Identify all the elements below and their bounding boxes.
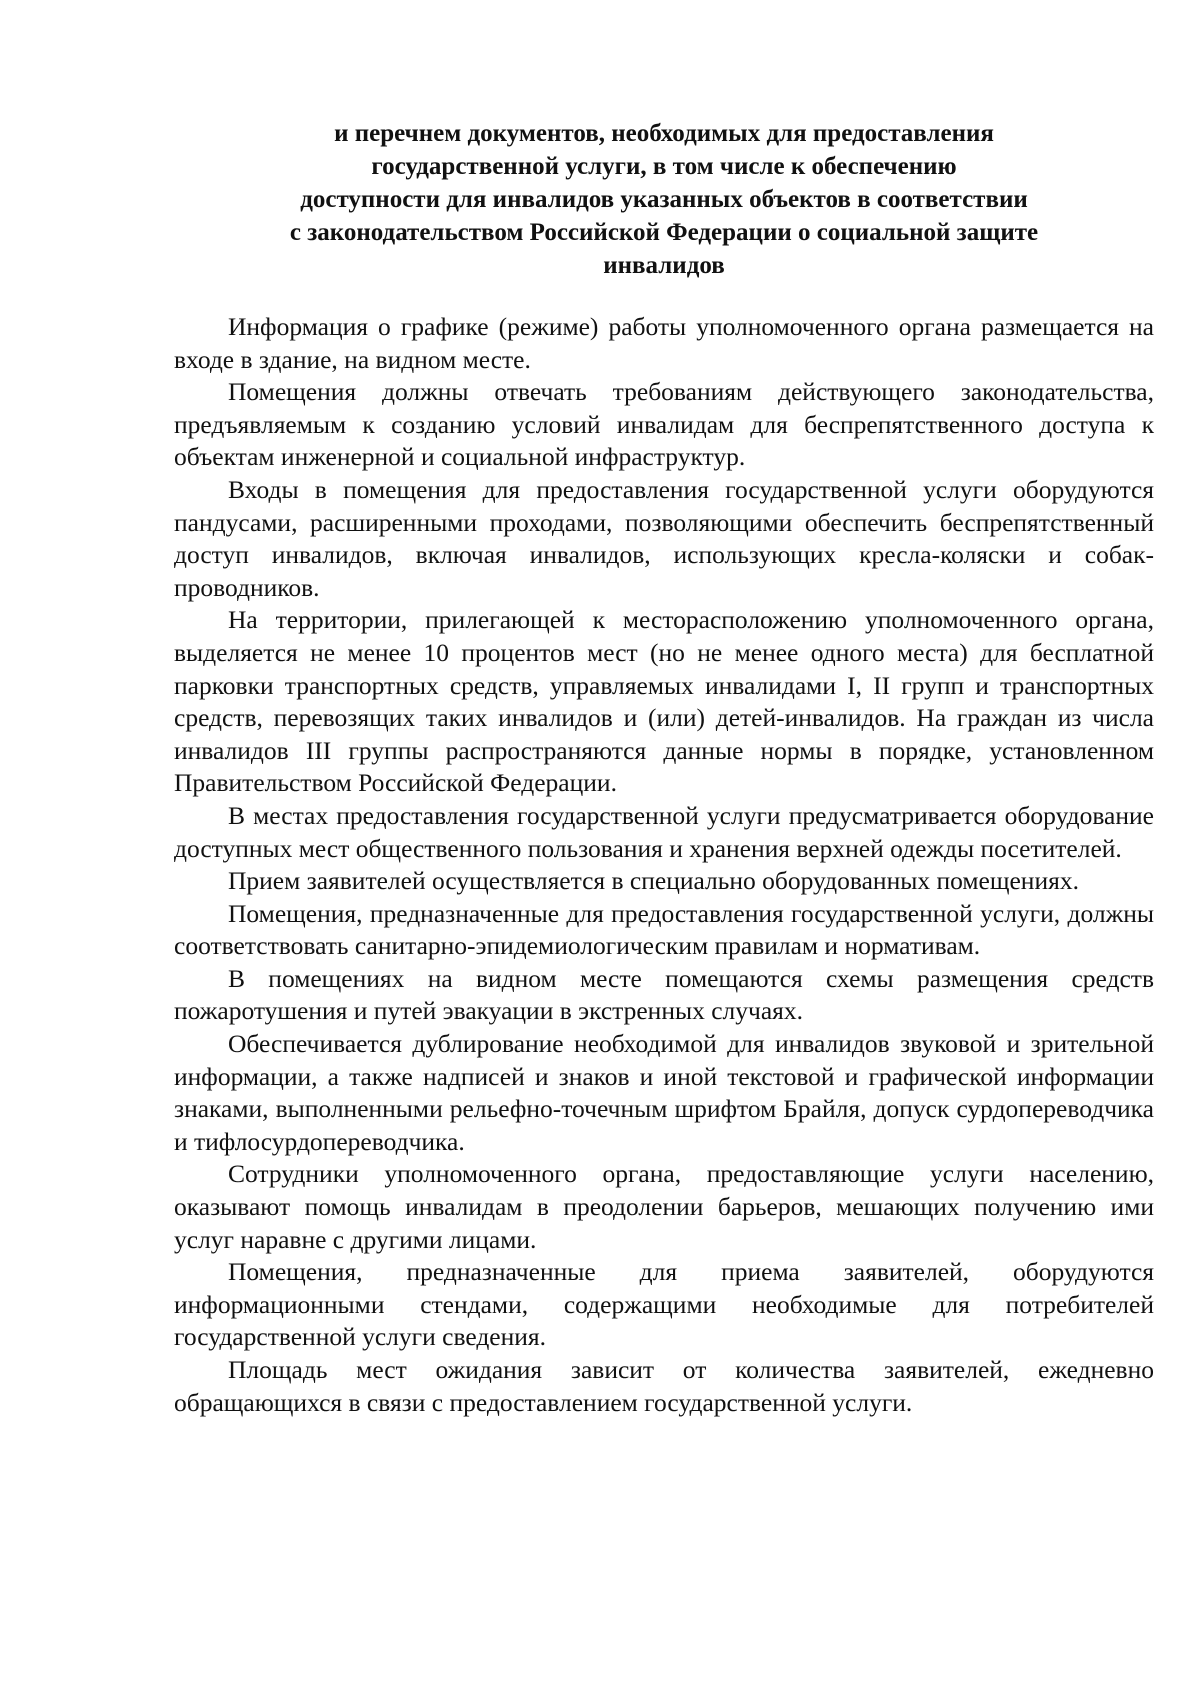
document-body xyxy=(174,311,1154,1419)
paragraph-public-places: В местах предоставления государственной услуги предусматривается оборудование доступных мест общественного пользования и хранения верхней одежды посетителей. xyxy=(174,800,1154,863)
heading-line: инвалидов xyxy=(603,252,725,279)
document-page xyxy=(174,0,1154,1697)
heading-line: с законодательством Российской Федерации о социальной защите xyxy=(289,219,1039,246)
heading-line: государственной услуги, в том числе к обеспечению xyxy=(371,153,957,180)
paragraph-info-stands: Помещения, предназначенные для приема заявителей, оборудуются информационными стендами, содержащими необходимые для потребителей государственной услуги сведения. xyxy=(174,1257,1154,1352)
heading-line: доступности для инвалидов указанных объектов в соответствии xyxy=(300,186,1028,213)
paragraph-schedule-info: Информация о графике (режиме) работы уполномоченного органа размещается на входе в здание, на видном месте. xyxy=(174,312,1154,374)
paragraph-staff-assistance: Сотрудники уполномоченного органа, предоставляющие услуги населению, оказывают помощь инвалидам в преодолении барьеров, мешающих получению ими услуг наравне с другими лицами. xyxy=(174,1159,1154,1254)
paragraph-parking: На территории, прилегающей к месторасположению уполномоченного органа, выделяется не менее 10 процентов мест (но не менее одного места) для бесплатной парковки транспортных средств, управляемых инвалидами I, II групп и транспортных средств, перевозящих таких инвалидов и (или) детей-инвалидов. На граждан из числа инвалидов III группы распространяются данные нормы в порядке, установленном Правительством Российской Федерации. xyxy=(174,605,1154,798)
paragraph-sanitary: Помещения, предназначенные для предоставления государственной услуги, должны соответствовать санитарно-эпидемиологическим правилам и нормативам. xyxy=(174,898,1154,961)
paragraph-evacuation: В помещениях на видном месте помещаются схемы размещения средств пожаротушения и путей эвакуации в экстренных случаях. xyxy=(174,963,1154,1026)
paragraph-reception: Прием заявителей осуществляется в специально оборудованных помещениях. xyxy=(228,866,1079,896)
paragraph-premises-requirements: Помещения должны отвечать требованиям действующего законодательства, предъявляемым к созданию условий инвалидам для беспрепятственного доступа к объектам инженерной и социальной инфраструктур. xyxy=(174,377,1154,472)
paragraph-braille: Обеспечивается дублирование необходимой для инвалидов звуковой и зрительной информации, а также надписей и знаков и иной текстовой и графической информации знаками, выполненными рельефно-точечным шрифтом Брайля, допуск сурдопереводчика и тифлосурдопереводчика. xyxy=(174,1029,1154,1156)
paragraph-waiting-area: Площадь мест ожидания зависит от количества заявителей, ежедневно обращающихся в связи с предоставлением государственной услуги. xyxy=(174,1355,1154,1417)
paragraph-entrances: Входы в помещения для предоставления государственной услуги оборудуются пандусами, расширенными проходами, позволяющими обеспечить беспрепятственный доступ инвалидов, включая инвалидов, использующих кресла-коляски и собак-проводников. xyxy=(174,474,1154,602)
section-heading xyxy=(174,0,1154,282)
heading-line: и перечнем документов, необходимых для предоставления xyxy=(334,120,994,147)
